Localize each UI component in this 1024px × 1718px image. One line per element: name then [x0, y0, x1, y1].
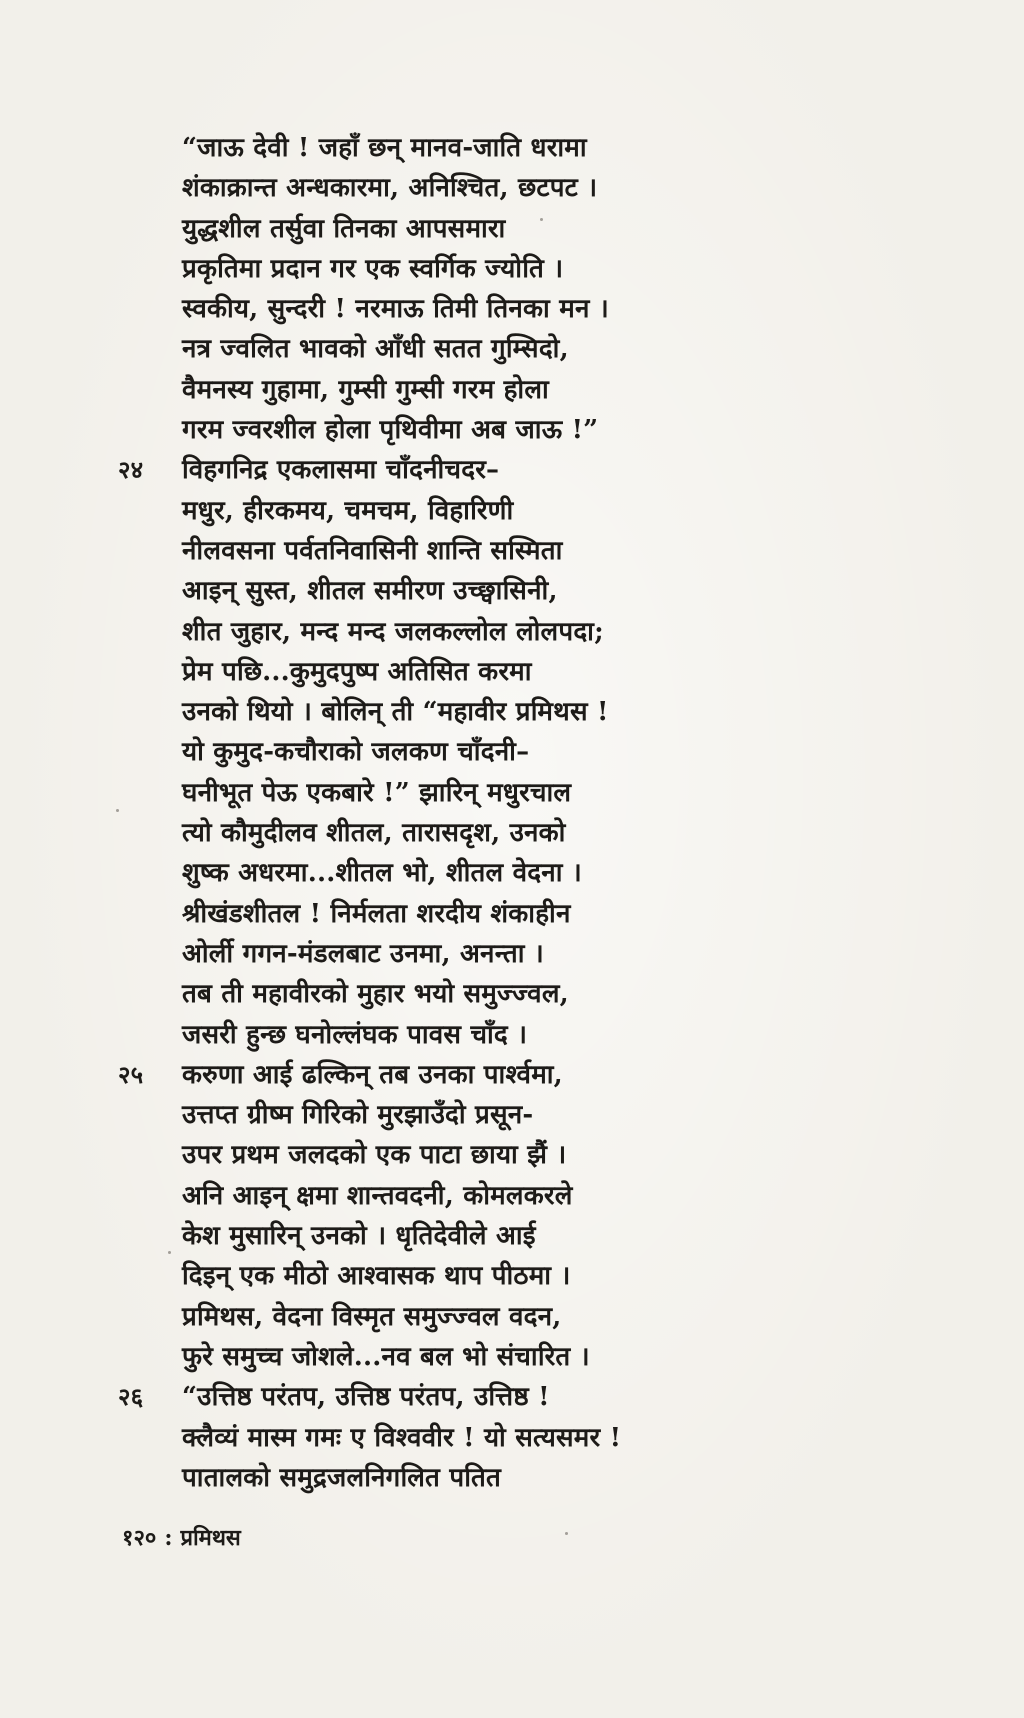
poem-line-text: प्रकृतिमा प्रदान गर एक स्वर्गिक ज्योति । — [182, 253, 564, 284]
poem-line-text: नीलवसना पर्वतनिवासिनी शान्ति सस्मिता — [182, 535, 563, 566]
poem-line — [0, 491, 1024, 531]
poem-line — [0, 1256, 1024, 1296]
poem-line-text: वैमनस्य गुहामा, गुम्सी गुम्सी गरम होला — [182, 374, 549, 405]
poem-line-text: क्लैव्यं मास्म गमः ए विश्ववीर ! यो सत्यसमर ! — [182, 1422, 622, 1453]
poem-line-text: विहगनिद्र एकलासमा चाँदनीचदर– — [182, 455, 500, 486]
poem-line — [0, 652, 1024, 692]
poem-line — [0, 531, 1024, 571]
footer-separator: : — [164, 1525, 173, 1551]
poem-line — [0, 571, 1024, 611]
poem-line — [0, 1377, 1024, 1417]
poem-line-text: अनि आइन् क्षमा शान्तवदनी, कोमलकरले — [182, 1180, 573, 1211]
poem-line-text: “उत्तिष्ठ परंतप, उत्तिष्ठ परंतप, उत्तिष्ठ ! — [182, 1382, 550, 1413]
poem-line — [0, 1055, 1024, 1095]
book-title: प्रमिथस — [180, 1525, 241, 1551]
poem-line-text: दिइन् एक मीठो आश्वासक थाप पीठमा । — [182, 1261, 571, 1292]
poem-line-text: फुरे समुच्च जोशले...नव बल भो संचारित । — [182, 1341, 590, 1372]
poem-line-text: प्रमिथस, वेदना विस्मृत समुज्ज्वल वदन, — [182, 1301, 562, 1332]
paper-speck — [168, 1251, 171, 1254]
poem-line-text: यो कुमुद-कचौराको जलकण चाँदनी– — [182, 737, 530, 768]
poem-line — [0, 168, 1024, 208]
page-number: १२० — [122, 1525, 157, 1551]
poem-line-text: युद्धशील तर्सुवा तिनका आपसमारा — [182, 213, 506, 244]
poem-line — [0, 1458, 1024, 1498]
poem-line — [0, 128, 1024, 168]
paper-speck — [116, 809, 119, 812]
poem-line — [0, 450, 1024, 490]
stanza-number: २५ — [118, 1059, 144, 1089]
poem-line — [0, 209, 1024, 249]
poem-line — [0, 329, 1024, 369]
poem-line — [0, 813, 1024, 853]
poem-line — [0, 612, 1024, 652]
poem-line-text: तब ती महावीरको मुहार भयो समुज्ज्वल, — [182, 979, 569, 1010]
poem-line-text: आइन् सुस्त, शीतल समीरण उच्छ्वासिनी, — [182, 576, 558, 607]
poem-line — [0, 289, 1024, 329]
poem-line — [0, 1095, 1024, 1135]
stanza-number: २६ — [118, 1382, 144, 1412]
poem-line-text: उत्तप्त ग्रीष्म गिरिको मुरझाउँदो प्रसून- — [182, 1100, 534, 1131]
poem-line — [0, 732, 1024, 772]
poem-line-text: करुणा आई ढल्किन् तब उनका पार्श्वमा, — [182, 1059, 563, 1090]
poem-line-text: मधुर, हीरकमय, चमचम, विहारिणी — [182, 495, 514, 526]
poem-line — [0, 934, 1024, 974]
poem-line — [0, 894, 1024, 934]
poem-line-text: शीत जुहार, मन्द मन्द जलकल्लोल लोलपदा; — [182, 616, 604, 647]
poem-line — [0, 249, 1024, 289]
poem-line — [0, 692, 1024, 732]
stanza-number: २४ — [118, 455, 144, 485]
poem-line — [0, 773, 1024, 813]
poem-line-text: श्रीखंडशीतल ! निर्मलता शरदीय शंकाहीन — [182, 898, 571, 929]
poem-line — [0, 853, 1024, 893]
page-footer — [122, 1522, 241, 1552]
poem-line-text: पातालको समुद्रजलनिगलित पतित — [182, 1462, 502, 1493]
poem-line-text: प्रेम पछि...कुमुदपुष्प अतिसित करमा — [182, 656, 532, 687]
poem-line — [0, 1418, 1024, 1458]
poem-line-text: त्यो कौमुदीलव शीतल, तारासदृश, उनको — [182, 818, 566, 849]
poem-line-text: शंकाक्रान्त अन्धकारमा, अनिश्चित, छटपट । — [182, 173, 598, 204]
poem-line-text: ओर्ली गगन-मंडलबाट उनमा, अनन्ता । — [182, 938, 544, 969]
poem-line — [0, 1135, 1024, 1175]
poem-line-text: “जाऊ देवी ! जहाँ छन् मानव-जाति धरामा — [182, 133, 587, 163]
poem-line — [0, 1015, 1024, 1055]
poem-line-text: घनीभूत पेऊ एकबारे !” झारिन् मधुरचाल — [182, 777, 572, 808]
poem-text — [0, 128, 1024, 1498]
poem-line-text: जसरी हुन्छ घनोल्लंघक पावस चाँद । — [182, 1019, 528, 1050]
poem-line — [0, 974, 1024, 1014]
poem-line-text: नत्र ज्वलित भावको आँधी सतत गुम्सिदो, — [182, 334, 569, 365]
poem-line — [0, 1337, 1024, 1377]
poem-line-text: उपर प्रथम जलदको एक पाटा छाया झैं । — [182, 1140, 567, 1171]
poem-line — [0, 370, 1024, 410]
poem-line-text: शुष्क अधरमा...शीतल भो, शीतल वेदना । — [182, 858, 582, 889]
poem-line — [0, 1216, 1024, 1256]
poem-line — [0, 1176, 1024, 1216]
poem-line-text: केश मुसारिन् उनको । धृतिदेवीले आई — [182, 1221, 536, 1252]
poem-line — [0, 410, 1024, 450]
paper-speck — [540, 218, 543, 221]
poem-line-text: गरम ज्वरशील होला पृथिवीमा अब जाऊ !” — [182, 415, 599, 446]
poem-line-text: स्वकीय, सुन्दरी ! नरमाऊ तिमी तिनका मन । — [182, 294, 609, 325]
poem-line-text: उनको थियो । बोलिन् ती “महावीर प्रमिथस ! — [182, 697, 609, 728]
paper-speck — [565, 1532, 568, 1535]
poem-line — [0, 1297, 1024, 1337]
